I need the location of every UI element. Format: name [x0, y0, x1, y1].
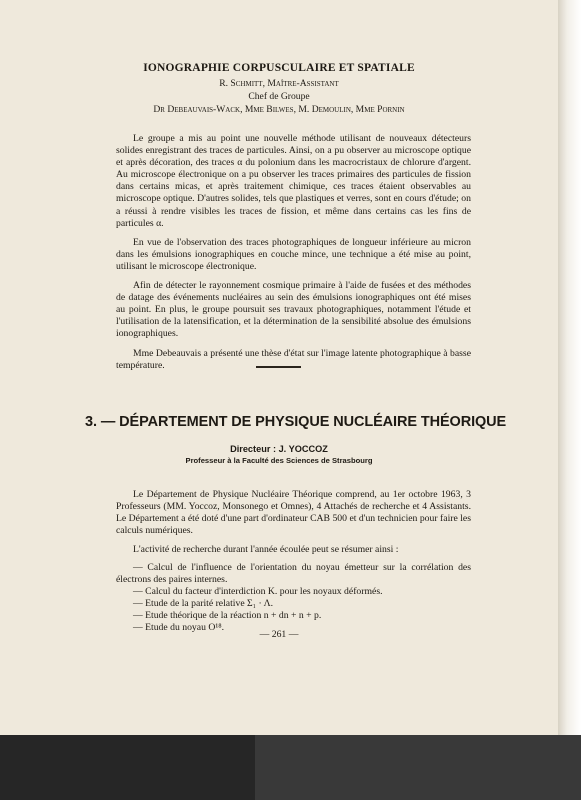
list-item: — Etude théorique de la réaction n + dn + n + p.: [133, 610, 322, 622]
list-item: — Calcul du facteur d'interdiction K. pour les noyaux déformés.: [133, 586, 383, 598]
director-role: Professeur à la Faculté des Sciences de Strasbourg: [185, 456, 373, 465]
paragraph: L'activité de recherche durant l'année écoulée peut se résumer ainsi :: [133, 544, 399, 556]
head-role: Chef de Groupe: [248, 91, 310, 102]
director-line: Directeur : J. YOCCOZ: [230, 444, 328, 454]
scan-background-dark: [0, 735, 255, 800]
paragraph: Mme Debeauvais a présenté une thèse d'état sur l'image latente photographique à basse température.: [116, 347, 471, 371]
separator-rule: [256, 366, 301, 368]
department-intro: [116, 489, 471, 556]
section1-body: [116, 133, 471, 372]
department-title: 3. — DÉPARTEMENT DE PHYSIQUE NUCLÉAIRE THÉORIQUE: [85, 414, 507, 430]
paragraph: Le Département de Physique Nucléaire Théorique comprend, au 1er octobre 1963, 3 Professeurs (MM. Yoccoz, Monsonego et Omnes), 4 Attachés de recherche et 4 Assistants. Le Département a été doté d'une part d'ordinateur CAB 500 et d'un technicien pour faire les calculs numériques.: [116, 489, 471, 537]
activity-list: [116, 562, 471, 635]
head-line: R. Schmitt, Maître-Assistant: [219, 78, 339, 89]
paragraph: Le groupe a mis au point une nouvelle méthode utilisant de nouveaux détecteurs solides enregistrant des traces de particules. Ainsi, on a pu observer au microscope optique et après décoration, des traces α du polonium dans les macrocristaux de chlorure d'argent. Au microscope électronique on a pu observer les traces primaires des particules de fission dans certains micas, et après traitement chimique, ces traces étaient observables au microscope optique. D'autres solides, tels que plastiques et verres, sont en cours d'étude; on a réussi à rendre visibles les traces de fission, et même dans certains cas les fins de particules α.: [116, 133, 471, 229]
paragraph: Afin de détecter le rayonnement cosmique primaire à l'aide de fusées et des méthodes de datage des événements nucléaires au sein des émulsions ionographiques ont été mises au point. En plus, le groupe poursuit ses travaux photographiques, notamment l'étude et l'utilisation de la latensification, et la détermination de la sensibilité absolue des émulsions ionographiques.: [116, 280, 471, 340]
list-item: — Calcul de l'influence de l'orientation du noyau émetteur sur la corrélation des électrons des paires internes.: [116, 562, 471, 586]
staff-line: Dr Debeauvais-Wack, Mme Bilwes, M. Demoulin, Mme Pornin: [153, 104, 405, 115]
page-edge: [558, 0, 581, 735]
paragraph: En vue de l'observation des traces photographiques de longueur inférieure au micron dans les émulsions ionographiques en couche mince, une technique a été mise au point, utilisant le microscope électronique.: [116, 236, 471, 272]
list-item: — Etude de la parité relative Σ₁ · Λ.: [133, 598, 274, 610]
page-number: — 261 —: [259, 629, 299, 640]
list-item: — Etude du noyau O¹⁸.: [133, 622, 225, 634]
section-title: IONOGRAPHIE CORPUSCULAIRE ET SPATIALE: [143, 62, 415, 74]
